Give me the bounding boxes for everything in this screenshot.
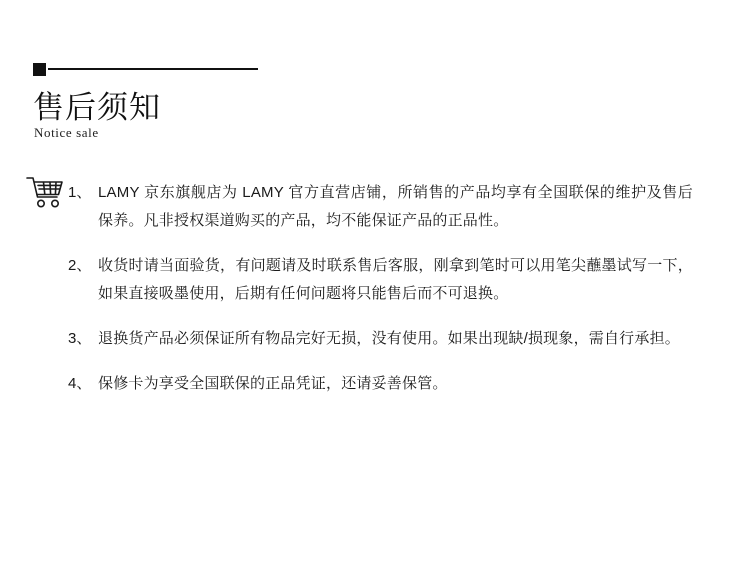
header-rule: [33, 62, 258, 76]
list-item-number: 1、: [68, 184, 92, 201]
page-subtitle: Notice sale: [34, 125, 99, 140]
page-title: 售后须知: [33, 90, 161, 125]
list-item: [68, 325, 693, 353]
list-item-number: 3、: [68, 330, 92, 347]
shopping-cart-icon: [25, 175, 65, 209]
list-item-text: 收货时请当面验货，有问题请及时联系售后客服，刚拿到笔时可以用笔尖蘸墨试写一下，如果直接吸墨使用，后期有任何问题将只能售后而不可退换。: [98, 257, 693, 302]
list-item: [68, 179, 693, 235]
list-item-text: LAMY 京东旗舰店为 LAMY 官方直营店铺，所销售的产品均享有全国联保的维护及售后保养。凡非授权渠道购买的产品，均不能保证产品的正品性。: [98, 184, 693, 229]
list-item-number: 4、: [68, 375, 92, 392]
rule-line: [48, 68, 258, 70]
list-item: [68, 252, 693, 308]
list-item: [68, 370, 693, 398]
list-item-text: 保修卡为享受全国联保的正品凭证，还请妥善保管。: [98, 375, 448, 392]
notice-list: [68, 179, 693, 415]
list-item-number: 2、: [68, 257, 92, 274]
list-item-text: 退换货产品必须保证所有物品完好无损，没有使用。如果出现缺/损现象，需自行承担。: [98, 330, 680, 347]
rule-square-marker: [33, 63, 46, 76]
